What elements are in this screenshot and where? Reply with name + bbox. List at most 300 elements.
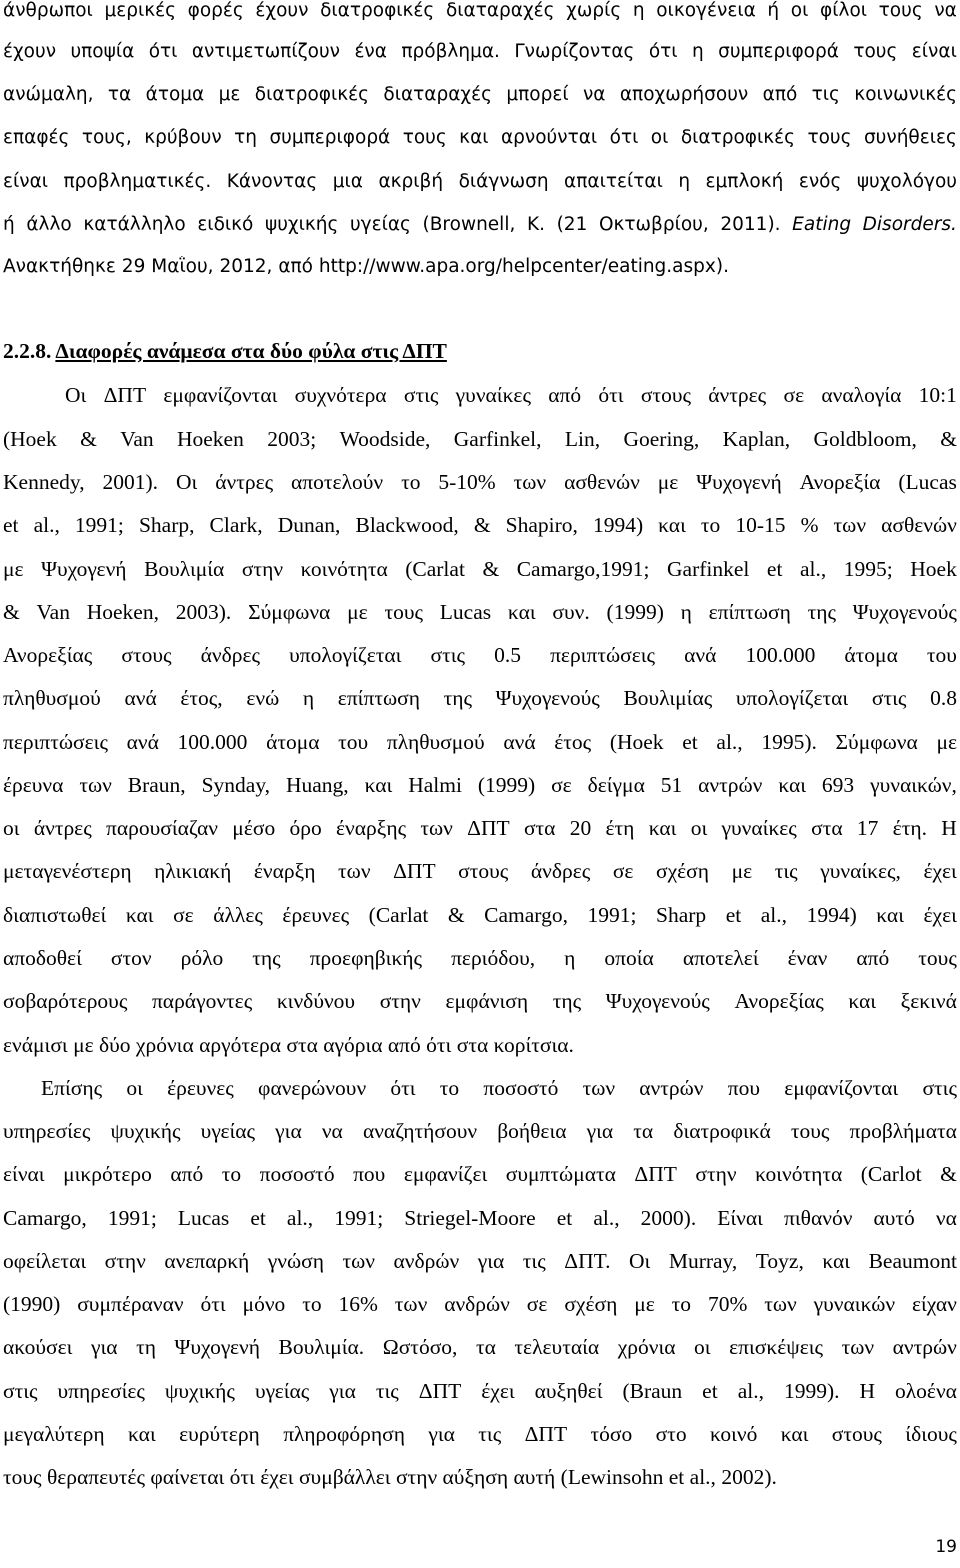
- word: &: [940, 427, 957, 451]
- word: πληροφόρηση: [283, 1422, 405, 1446]
- text-line: [41, 1076, 957, 1101]
- text-line: [3, 643, 957, 668]
- text-line: [3, 41, 957, 62]
- word: Ωστόσο,: [382, 1335, 458, 1359]
- text-line: [3, 1206, 957, 1231]
- word: διατροφικά: [673, 1119, 771, 1143]
- word: υπολογίζεται: [289, 643, 402, 667]
- word: γυναίκες: [455, 383, 531, 407]
- word: για: [90, 1335, 118, 1359]
- word: (21: [556, 214, 588, 235]
- word: τόσο: [590, 1422, 633, 1446]
- word: στα: [523, 816, 556, 840]
- word: 1995).: [761, 730, 817, 754]
- word: Ανακτήθηκε: [3, 256, 116, 277]
- word: Goldbloom,: [813, 427, 917, 451]
- word: (Hoek: [609, 730, 664, 754]
- text-line: [3, 1379, 957, 1404]
- word: με: [731, 859, 753, 883]
- word: να: [582, 84, 606, 105]
- word: επίπτωση: [708, 600, 791, 624]
- word: να: [934, 0, 957, 21]
- word: υπηρεσίες: [3, 1119, 91, 1143]
- word: είναι: [911, 41, 957, 62]
- word: που: [353, 1162, 386, 1186]
- word: έχουν: [255, 0, 309, 21]
- word: άντρες: [33, 816, 92, 840]
- word: (Carlot: [860, 1162, 922, 1186]
- word: σχέση: [564, 1292, 618, 1316]
- word: 70%: [707, 1292, 748, 1316]
- word: έτη: [605, 816, 635, 840]
- word: στην: [104, 1249, 146, 1273]
- word: Σύμφωνα: [248, 600, 331, 624]
- word: ακούσει: [3, 1335, 73, 1359]
- word: του: [338, 730, 369, 754]
- word: στους: [831, 1422, 882, 1446]
- word: (Carlat: [368, 903, 429, 927]
- word: (1999): [606, 600, 664, 624]
- word: διαπιστωθεί: [3, 903, 107, 927]
- word: τους: [853, 41, 898, 62]
- word: των: [338, 859, 371, 883]
- word: 1995;: [843, 557, 893, 581]
- word: Κάνοντας: [226, 171, 318, 192]
- word: όρο: [289, 816, 322, 840]
- word: 2002).: [721, 1465, 777, 1489]
- section-title: Διαφορές ανάμεσα στα δύο φύλα στις ΔΠΤ: [55, 339, 447, 363]
- word: Van: [36, 600, 70, 624]
- word: κοινότητα: [300, 557, 388, 581]
- word: κρύβουν: [144, 127, 222, 148]
- word: τους: [384, 600, 424, 624]
- word: απαιτείται: [564, 171, 663, 192]
- word: κορίτσια.: [493, 1033, 574, 1057]
- text-line: [3, 84, 957, 105]
- word: σε: [526, 1292, 548, 1316]
- word: πληθυσμού: [3, 686, 101, 710]
- word: Ψυχογενή: [41, 557, 127, 581]
- word: al.,: [737, 1379, 764, 1403]
- word: κατάλληλο: [83, 214, 186, 235]
- word: φανερώνουν: [258, 1076, 367, 1100]
- word: Woodside,: [339, 427, 431, 451]
- word: Huang,: [285, 773, 349, 797]
- word: ακριβή: [378, 171, 444, 192]
- word: Beaumont: [868, 1249, 957, 1273]
- word: Camargo,1991;: [516, 557, 650, 581]
- word: οι: [650, 127, 669, 148]
- word: συμπτώματα: [505, 1162, 616, 1186]
- word: μερικές: [104, 0, 176, 21]
- word: της: [252, 946, 281, 970]
- word: προβλήματα: [849, 1119, 957, 1143]
- word: διατροφικές: [254, 84, 369, 105]
- word: Toyz,: [755, 1249, 804, 1273]
- word: Η: [941, 816, 957, 840]
- text-line: [3, 816, 957, 841]
- word: και: [822, 1249, 851, 1273]
- word: 2012,: [219, 256, 273, 277]
- word: περιπτώσεις: [550, 643, 656, 667]
- text-line: [3, 686, 957, 711]
- word: στις: [922, 1076, 957, 1100]
- word: 2003;: [267, 427, 317, 451]
- word: συνήθειες: [863, 127, 957, 148]
- word: στην: [241, 557, 284, 581]
- word: από: [762, 84, 798, 105]
- word: Kennedy,: [3, 470, 85, 494]
- word: αποτελούν: [291, 470, 384, 494]
- word: δείγμα: [587, 773, 645, 797]
- text-line: [3, 1162, 957, 1187]
- word: Blackwood,: [355, 513, 459, 537]
- word: αναλογία: [821, 383, 902, 407]
- word: γνώση: [267, 1249, 324, 1273]
- word: Βουλιμία: [144, 557, 225, 581]
- word: ότι: [229, 1465, 255, 1489]
- word: έναρξης: [336, 816, 407, 840]
- word: Ψυχογενή: [696, 470, 782, 494]
- word: μεταγενέστερη: [3, 859, 132, 883]
- word: Είναι: [717, 1206, 763, 1230]
- word: et: [725, 903, 742, 927]
- word: Ψυχογενή: [174, 1335, 260, 1359]
- word: Shapiro,: [505, 513, 578, 537]
- word: και: [459, 127, 489, 148]
- word: ανδρών: [444, 1292, 510, 1316]
- word: επαφές: [3, 127, 70, 148]
- section-heading: [3, 339, 447, 364]
- text-line: [3, 256, 957, 277]
- word: τη: [234, 127, 258, 148]
- word: άνδρες: [200, 643, 260, 667]
- word: το: [439, 1076, 460, 1100]
- word: άνθρωποι: [3, 0, 93, 21]
- word: έτος,: [180, 686, 223, 710]
- word: 100.000: [177, 730, 248, 754]
- word: Οκτωβρίου,: [598, 214, 709, 235]
- word: ρόλο: [180, 946, 224, 970]
- word: αυξηθεί: [534, 1379, 603, 1403]
- word: τους: [3, 1465, 42, 1489]
- word: των: [79, 773, 112, 797]
- word: ανδρών: [393, 1249, 460, 1273]
- word: μέσο: [232, 816, 276, 840]
- word: αποτελεί: [682, 946, 759, 970]
- word: Murray,: [668, 1249, 738, 1273]
- word: τη: [136, 1335, 156, 1359]
- word: χωρίς: [566, 0, 622, 21]
- word: και: [128, 1422, 156, 1446]
- word: %: [800, 513, 819, 537]
- word: ΔΠΤ: [418, 1379, 462, 1403]
- word: Lucas: [177, 1206, 230, 1230]
- word: ΔΠΤ.: [564, 1249, 611, 1273]
- word: άντρες: [215, 470, 274, 494]
- word: σχέση: [656, 859, 710, 883]
- word: διατροφικές: [320, 0, 435, 21]
- word: οι: [3, 816, 20, 840]
- word: μικρότερο: [63, 1162, 152, 1186]
- word: στα: [456, 1033, 489, 1057]
- word: περιπτώσεις: [3, 730, 108, 754]
- word: που: [727, 1076, 760, 1100]
- word: Camargo,: [484, 903, 568, 927]
- word: κοινότητα: [755, 1162, 843, 1186]
- word: ενάμισι: [3, 1033, 68, 1057]
- word: Dunan,: [277, 513, 341, 537]
- word: η: [691, 41, 704, 62]
- word: διαταραχές: [445, 0, 555, 21]
- word: Goering,: [623, 427, 700, 451]
- word: οι: [790, 0, 809, 21]
- word: πρόβλημα.: [401, 41, 500, 62]
- word: με: [936, 730, 957, 754]
- word: χρόνια: [617, 1335, 676, 1359]
- word: ποσοστό: [259, 1162, 335, 1186]
- word: ότι: [148, 41, 178, 62]
- word: Οι: [629, 1249, 651, 1273]
- word: αυτή: [513, 1465, 556, 1489]
- word: μπορεί: [506, 84, 569, 105]
- word: Garfinkel: [667, 557, 750, 581]
- word: ψυχικής: [110, 1119, 181, 1143]
- word: των: [582, 1076, 616, 1100]
- word: ηλικιακή: [154, 859, 232, 883]
- word: al.,: [33, 513, 60, 537]
- word: στις: [871, 686, 907, 710]
- word: έχει: [923, 859, 957, 883]
- word: τις: [375, 1379, 399, 1403]
- word: στον: [110, 946, 152, 970]
- word: συν.: [552, 600, 590, 624]
- word: 10:1: [918, 383, 957, 407]
- word: στους: [458, 859, 509, 883]
- text-line: [3, 903, 957, 928]
- word: των: [841, 1335, 875, 1359]
- word: και: [778, 773, 807, 797]
- word: τις: [774, 859, 798, 883]
- word: ειδικό: [197, 214, 254, 235]
- text-line: [3, 989, 957, 1014]
- word: και: [848, 989, 877, 1013]
- word: αρνούνται: [500, 127, 598, 148]
- word: το: [401, 470, 421, 494]
- word: αύξηση: [442, 1465, 509, 1489]
- word: ότι: [426, 1033, 452, 1057]
- text-line: [3, 557, 957, 582]
- word: με: [218, 84, 241, 105]
- word: αγόρια: [323, 1033, 383, 1057]
- word: του: [926, 643, 957, 667]
- word: των: [420, 816, 453, 840]
- word: al.,: [760, 903, 788, 927]
- word: et: [3, 513, 19, 537]
- word: γυναικών: [813, 1292, 896, 1316]
- word: &: [80, 427, 97, 451]
- word: et: [702, 1379, 718, 1403]
- text-line: [3, 1033, 957, 1058]
- word: έτος: [554, 730, 592, 754]
- word: έναρξη: [253, 859, 316, 883]
- word: και: [364, 773, 393, 797]
- word: τα: [633, 1119, 654, 1143]
- word: &: [940, 1162, 957, 1186]
- word: (Carlat: [405, 557, 465, 581]
- word: Camargo,: [3, 1206, 87, 1230]
- word: οι: [126, 1076, 143, 1100]
- word: 29: [121, 256, 146, 277]
- word: 51: [660, 773, 683, 797]
- word: ασθενών: [881, 513, 957, 537]
- word: ή: [767, 0, 780, 21]
- word: τις: [478, 1422, 502, 1446]
- word: 10-15: [735, 513, 786, 537]
- word: στα: [811, 816, 843, 840]
- word: &: [482, 557, 500, 581]
- word: από: [278, 256, 313, 277]
- word: ποσοστό: [483, 1076, 559, 1100]
- text-line: [3, 600, 957, 625]
- word: παράγοντες: [151, 989, 253, 1013]
- word: ψυχικής: [164, 1379, 235, 1403]
- word: (Hoek: [3, 427, 57, 451]
- word: εμφανίζει: [403, 1162, 488, 1186]
- word: Braun,: [127, 773, 186, 797]
- word: διατροφικές: [680, 127, 796, 148]
- word: ανά: [684, 643, 717, 667]
- word: το: [700, 513, 721, 537]
- text-line: [3, 773, 957, 798]
- text-line: [3, 171, 957, 192]
- word: Σύμφωνα: [835, 730, 918, 754]
- word: αποχωρήσουν: [619, 84, 749, 105]
- word: Ψυχογενούς: [852, 600, 957, 624]
- word: είχαν: [911, 1292, 957, 1316]
- word: των: [833, 513, 867, 537]
- word: Ανορεξίας: [3, 643, 93, 667]
- word: Ψυχογενούς: [605, 989, 710, 1013]
- word: Βουλιμίας: [623, 686, 713, 710]
- word: κοινωνικές: [854, 84, 957, 105]
- word: 1991;: [587, 903, 637, 927]
- text-line: [3, 1465, 957, 1490]
- word: 1991;: [107, 1206, 157, 1230]
- word: και: [658, 513, 686, 537]
- word: 1994): [592, 513, 644, 537]
- word: στο: [655, 1422, 687, 1446]
- word: et: [766, 557, 783, 581]
- word: συμπεριφορά: [718, 41, 839, 62]
- word: 17: [856, 816, 879, 840]
- word: al.,: [689, 1465, 716, 1489]
- word: υπηρεσίες: [57, 1379, 145, 1403]
- word: τελευταία: [514, 1335, 600, 1359]
- word: με: [347, 600, 368, 624]
- word: διάγνωση: [458, 171, 549, 192]
- text-line: [3, 859, 957, 884]
- word: υγείας: [254, 1379, 310, 1403]
- word: (Brownell,: [422, 214, 516, 235]
- word: η: [302, 686, 315, 710]
- word: ένα: [354, 41, 387, 62]
- word: στις: [430, 643, 466, 667]
- word: αντρών: [698, 773, 763, 797]
- word: ανεπαρκή: [164, 1249, 250, 1273]
- word: επισκέψεις: [729, 1335, 824, 1359]
- word: al.,: [799, 557, 827, 581]
- word: άτομα: [145, 84, 205, 105]
- text-line: [3, 513, 957, 538]
- word: al.,: [286, 1206, 314, 1230]
- text-line: [3, 1119, 957, 1144]
- word: εμπλοκή: [705, 171, 784, 192]
- word: η: [680, 600, 692, 624]
- word: τους: [878, 0, 923, 21]
- word: κοινό: [709, 1422, 758, 1446]
- word: σε: [551, 773, 572, 797]
- word: έχουν: [3, 41, 57, 62]
- word: αυτό: [873, 1206, 915, 1230]
- word: υποψία: [70, 41, 135, 62]
- word: φορές: [187, 0, 244, 21]
- word: και: [648, 816, 677, 840]
- word: από: [548, 383, 582, 407]
- word: μόνο: [242, 1292, 286, 1316]
- word: τα: [107, 84, 132, 105]
- word: και: [780, 1422, 809, 1446]
- word: για: [275, 1119, 302, 1143]
- word: ΔΠΤ: [524, 1422, 568, 1446]
- word: έχει: [923, 903, 957, 927]
- word: σε: [173, 903, 194, 927]
- word: αντρών: [892, 1335, 957, 1359]
- word: &: [447, 903, 465, 927]
- word: επίπτωση: [337, 686, 420, 710]
- word: στους: [121, 643, 172, 667]
- word: υγείας: [349, 214, 411, 235]
- word: 0.5: [494, 643, 521, 667]
- word: φαίνεται: [150, 1465, 225, 1489]
- word: Ανορεξία: [799, 470, 881, 494]
- word: έτη.: [892, 816, 927, 840]
- word: et: [556, 1206, 573, 1230]
- word: ανώμαλη,: [3, 84, 94, 105]
- word: χρόνια: [135, 1033, 194, 1057]
- word: al.,: [716, 730, 743, 754]
- word: οι: [694, 1335, 711, 1359]
- word: η: [564, 946, 576, 970]
- word: από: [170, 1162, 204, 1186]
- word: αποδοθεί: [3, 946, 82, 970]
- word: συμπεριφορά: [269, 127, 391, 148]
- word: να: [321, 1119, 343, 1143]
- word: εμφανίζονται: [784, 1076, 899, 1100]
- word: θεραπευτές: [46, 1465, 145, 1489]
- word: για: [329, 1379, 356, 1403]
- word: Hoeken: [176, 427, 244, 451]
- word: των: [764, 1292, 797, 1316]
- word: Μαΐου,: [151, 256, 214, 277]
- word: 100.000: [745, 643, 816, 667]
- word: εμφανίζονται: [163, 383, 278, 407]
- word: έρευνες: [167, 1076, 234, 1100]
- word: Lucas: [439, 600, 492, 624]
- word: &: [473, 513, 491, 537]
- word: ψυχικής: [264, 214, 339, 235]
- word: μεγαλύτερη: [3, 1422, 105, 1446]
